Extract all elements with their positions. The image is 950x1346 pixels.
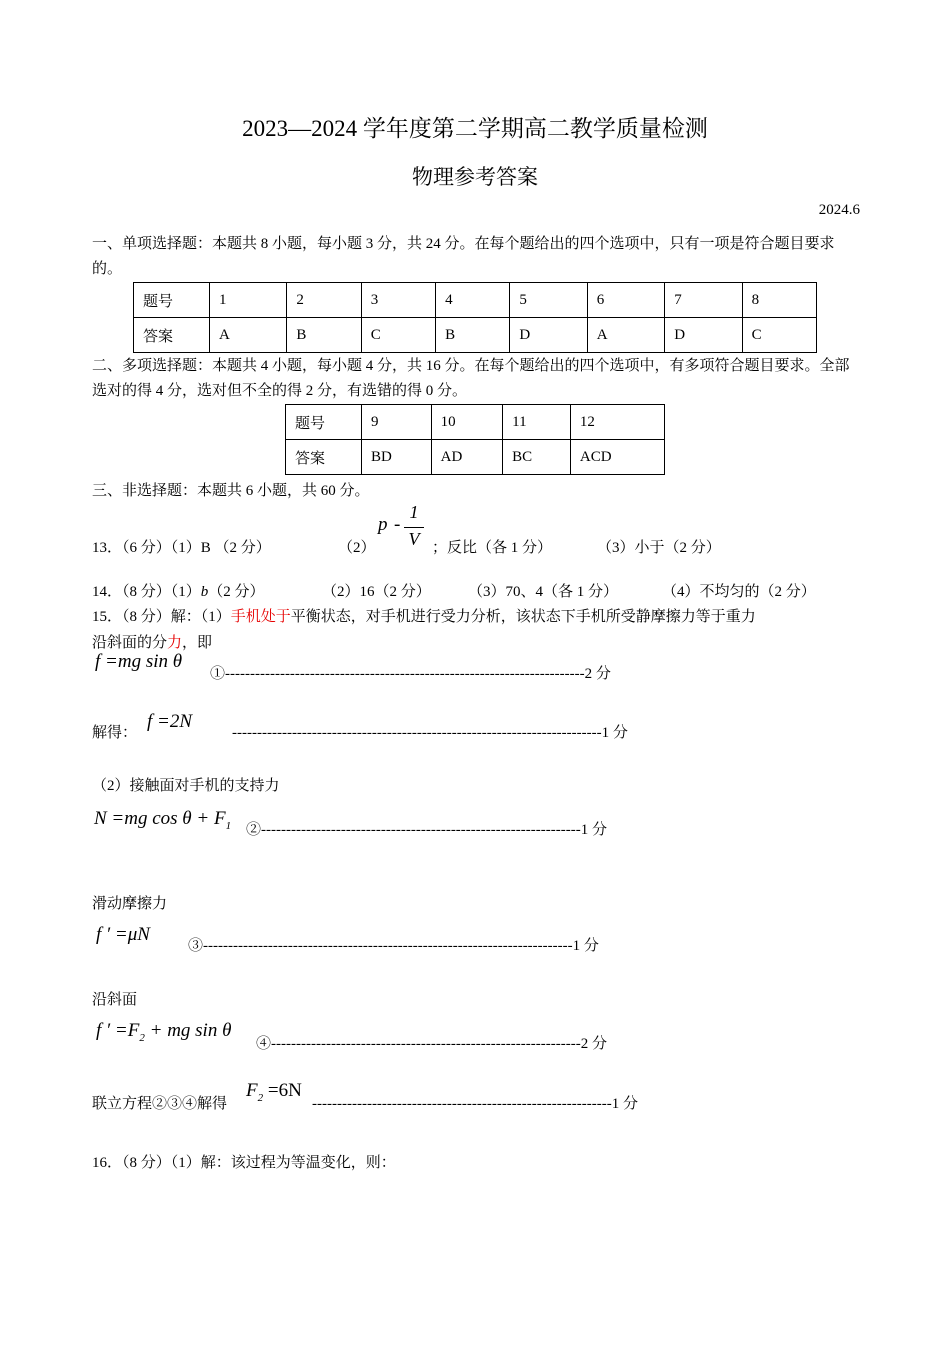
table-row (134, 318, 817, 353)
table-row (286, 440, 665, 475)
q15-combine-subscript: 2 (257, 1091, 264, 1104)
question-number: 4 (436, 283, 510, 318)
q13-math-p: p (378, 514, 388, 535)
q13-part3: （3）小于（2 分） (597, 540, 721, 556)
q15-solve1-text: f =2N (147, 711, 193, 732)
row-label: 题号 (286, 405, 362, 440)
q15-solve1-score: --------------------------------------------------------------------------1 分 (232, 725, 628, 741)
q13-math-dash: - (394, 514, 401, 535)
question-number: 3 (361, 283, 435, 318)
document-title: 2023—2024 学年度第二学期高二教学质量检测 (242, 116, 708, 141)
q14-part1-score: （2 分） (208, 584, 265, 600)
q15-solve1-equation (147, 711, 192, 733)
q15-part2-text: （2）接触面对手机的支持力 (92, 778, 280, 794)
q13-part1: 13．（6 分）（1）B （2 分） (92, 540, 271, 556)
question-number: 1 (210, 283, 287, 318)
q15-equation-2-main: N =mg cos θ + F (94, 808, 226, 829)
answer-cell: B (287, 318, 361, 353)
answer-cell: A (587, 318, 664, 353)
q15-equation-2-score: ②----------------------------------------------------------------1 分 (246, 822, 607, 838)
q16-line1: 16．（8 分）（1）解：该过程为等温变化，则： (92, 1155, 396, 1171)
q15-line2 (92, 631, 212, 652)
q15-combine-score: ------------------------------------------------------------1 分 (312, 1096, 638, 1112)
q15-equation-1: f =mg sin θ (95, 651, 183, 672)
question-number: 9 (362, 405, 432, 440)
q15-equation-2-subscript: 1 (225, 819, 232, 832)
q15-solve1-label: 解得： (92, 725, 138, 741)
question-number: 8 (742, 283, 816, 318)
document-date: 2024.6 (818, 202, 860, 218)
row-label: 答案 (134, 318, 210, 353)
q15-equation-4-left: f ′ =F (96, 1020, 140, 1041)
answer-cell: C (361, 318, 435, 353)
q14-part3: （3）70、4（各 1 分） (468, 584, 619, 600)
q14-part2: （2）16（2 分） (322, 584, 431, 600)
q15-equation-4-score: ④--------------------------------------------------------------2 分 (256, 1036, 607, 1052)
table-row (134, 283, 817, 318)
row-label: 题号 (134, 283, 210, 318)
answer-cell: A (210, 318, 287, 353)
q15-equation-4 (96, 1020, 231, 1044)
q15-line2-highlight: 力 (167, 635, 183, 651)
question-number: 7 (665, 283, 742, 318)
q15-line1-rest: 平衡状态，对手机进行受力分析，该状态下手机所受静摩擦力等于重力 (290, 609, 756, 625)
q13-part2-label: （2） (338, 540, 376, 556)
q13-part2-rest: ；反比（各 1 分） (432, 540, 553, 556)
answer-cell: ACD (570, 440, 664, 475)
question-number: 5 (510, 283, 587, 318)
question-number: 12 (570, 405, 664, 440)
table-row (286, 405, 665, 440)
q15-combine-variable: F (246, 1080, 258, 1101)
q15-line1-highlight: 手机处于 (230, 609, 291, 625)
q15-equation-2 (94, 808, 231, 832)
document-subtitle: 物理参考答案 (412, 165, 538, 189)
q15-incline-label: 沿斜面 (92, 992, 138, 1008)
q13-math-numerator: 1 (409, 502, 419, 522)
q13-math-denominator: V (408, 529, 420, 549)
fraction-bar (404, 527, 424, 528)
q15-equation-3-score: ③--------------------------------------------------------------------------1 分 (188, 938, 599, 954)
answer-cell: AD (431, 440, 503, 475)
answer-cell: BD (362, 440, 432, 475)
question-number: 2 (287, 283, 361, 318)
row-label: 答案 (286, 440, 362, 475)
q14-part1 (92, 580, 265, 601)
q15-line2-start: 沿斜面的分 (92, 635, 168, 651)
section3-intro: 三、非选择题：本题共 6 小题，共 60 分。 (92, 483, 370, 499)
q15-equation-4-right: + mg sin θ (144, 1020, 232, 1041)
q15-line2-rest: ，即 (182, 635, 213, 651)
q14-part1-text: 14．（8 分）（1） (92, 584, 201, 600)
q15-equation-1-score: ①------------------------------------------------------------------------2 分 (210, 666, 611, 682)
q14-part4: （4）不均匀的（2 分） (662, 584, 816, 600)
section1-answer-table (133, 282, 817, 353)
answer-cell: B (436, 318, 510, 353)
answer-cell: C (742, 318, 816, 353)
question-number: 6 (587, 283, 664, 318)
section2-intro: 二、多项选择题：本题共 4 小题，每小题 4 分，共 16 分。在每个题给出的四个选项中，有多项符合题目要求。全部选对的得 4 分，选对但不全的得 2 分，有选错的得 0 分。 (92, 358, 850, 399)
q15-sliding-label: 滑动摩擦力 (92, 896, 168, 912)
answer-cell: BC (503, 440, 571, 475)
q15-combine-label: 联立方程②③④解得 (92, 1096, 228, 1112)
q15-line1-start: 15．（8 分）解：（1） (92, 609, 231, 625)
question-number: 11 (503, 405, 571, 440)
q15-combine-value: =6N (263, 1080, 302, 1101)
answer-cell: D (665, 318, 742, 353)
answer-cell: D (510, 318, 587, 353)
q15-combine-equation (246, 1080, 302, 1104)
q15-equation-3: f ′ =μN (96, 924, 150, 945)
q15-equation-4-subscript: 2 (139, 1031, 145, 1044)
q14-part1-variable: b (200, 584, 209, 600)
section1-intro: 一、单项选择题：本题共 8 小题，每小题 3 分，共 24 分。在每个题给出的四个选项中，只有一项是符合题目要求的。 (92, 236, 835, 277)
section2-answer-table (285, 404, 665, 475)
q15-line1 (92, 605, 756, 626)
question-number: 10 (431, 405, 503, 440)
